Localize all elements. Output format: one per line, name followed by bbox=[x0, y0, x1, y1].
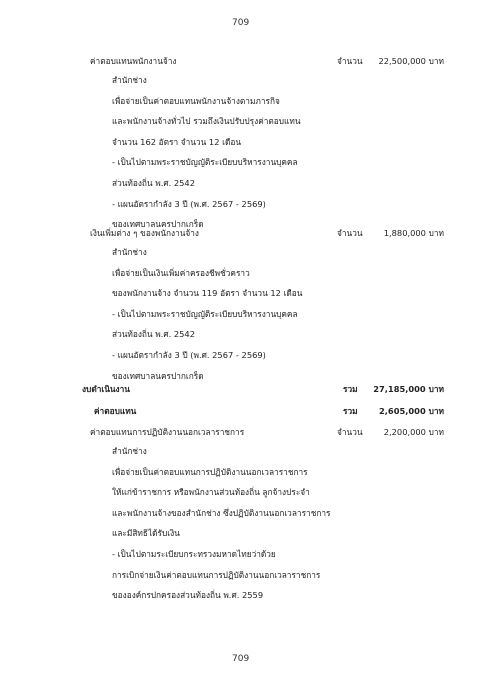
desc-line: การเบิกจ่ายเงินค่าตอบแทนการปฏิบัติงานนอกเวลาราชการ bbox=[112, 569, 321, 580]
desc-line: ของเทศบาลนครปากเกร็ด bbox=[112, 370, 204, 381]
desc-line: สำนักช่าง bbox=[112, 446, 147, 456]
section-total-label: รวม bbox=[343, 384, 358, 394]
desc-line: เพื่อจ่ายเป็นค่าตอบแทนพนักงานจ้างตามภารกิจ bbox=[112, 95, 280, 106]
desc-line: ของเทศบาลนครปากเกร็ด bbox=[112, 219, 204, 230]
item-qty-label: จำนวน bbox=[337, 228, 363, 238]
desc-line: - เป็นไปตามพระราชบัญญัติระเบียบบริหารงานบุคคล bbox=[112, 157, 298, 168]
desc-line: - เป็นไปตามพระราชบัญญัติระเบียบบริหารงานบุคคล bbox=[112, 308, 298, 319]
desc-line: เพื่อจ่ายเป็นค่าตอบแทนการปฏิบัติงานนอกเวลาราชการ bbox=[112, 466, 308, 477]
item-amount: 1,880,000 บาท bbox=[383, 228, 444, 238]
desc-line: ส่วนท้องถิ่น พ.ศ. 2542 bbox=[112, 177, 195, 188]
desc-line: และพนักงานจ้างทั่วไป รวมถึงเงินปรับปรุงค่าตอบแทน bbox=[112, 116, 301, 127]
item-amount: 2,200,000 บาท bbox=[383, 427, 444, 437]
subsection-title: ค่าตอบแทน bbox=[94, 406, 137, 416]
desc-line: - เป็นไปตามระเบียบกระทรวงมหาดไทยว่าด้วย bbox=[112, 548, 276, 559]
item-description bbox=[112, 242, 302, 386]
desc-line: ของพนักงานจ้าง จำนวน 119 อัตรา จำนวน 12 เดือน bbox=[112, 288, 303, 299]
desc-line: ให้แก่ข้าราชการ หรือพนักงานส่วนท้องถิ่น ลูกจ้างประจำ bbox=[112, 487, 310, 498]
item-title-staff-allowances: เงินเพิ่มต่าง ๆ ของพนักงานจ้าง bbox=[90, 228, 199, 238]
desc-line: และมีสิทธิได้รับเงิน bbox=[112, 528, 180, 539]
item-qty-label: จำนวน bbox=[337, 56, 363, 66]
section-title: งบดำเนินงาน bbox=[82, 384, 130, 394]
subsection-total-label: รวม bbox=[343, 406, 358, 416]
item-description bbox=[112, 70, 301, 235]
item-description bbox=[112, 441, 330, 606]
desc-line: ส่วนท้องถิ่น พ.ศ. 2542 bbox=[112, 329, 195, 340]
desc-line: จำนวน 162 อัตรา จำนวน 12 เดือน bbox=[112, 136, 241, 147]
item-title-staff-compensation: ค่าตอบแทนพนักงานจ้าง bbox=[90, 56, 177, 66]
subsection-total-amount: 2,605,000 บาท bbox=[379, 406, 444, 416]
page-number-bottom: 709 bbox=[232, 654, 250, 664]
desc-line: - แผนอัตรากำลัง 3 ปี (พ.ศ. 2567 - 2569) bbox=[112, 349, 266, 360]
item-amount: 22,500,000 บาท bbox=[378, 56, 444, 66]
desc-line: เพื่อจ่ายเป็นเงินเพิ่มค่าครองชีพชั่วคราว bbox=[112, 267, 250, 278]
desc-line: ขององค์กรปกครองส่วนท้องถิ่น พ.ศ. 2559 bbox=[112, 590, 264, 601]
page-number-top: 709 bbox=[232, 18, 250, 28]
desc-line: และพนักงานจ้างของสำนักช่าง ซึ่งปฏิบัติงานนอกเวลาราชการ bbox=[112, 507, 331, 518]
desc-line: สำนักช่าง bbox=[112, 247, 147, 257]
item-qty-label: จำนวน bbox=[337, 427, 363, 437]
section-total-amount: 27,185,000 บาท bbox=[373, 384, 444, 394]
desc-line: สำนักช่าง bbox=[112, 75, 147, 85]
item-title-overtime: ค่าตอบแทนการปฏิบัติงานนอกเวลาราชการ bbox=[90, 427, 245, 437]
desc-line: - แผนอัตรากำลัง 3 ปี (พ.ศ. 2567 - 2569) bbox=[112, 198, 266, 209]
